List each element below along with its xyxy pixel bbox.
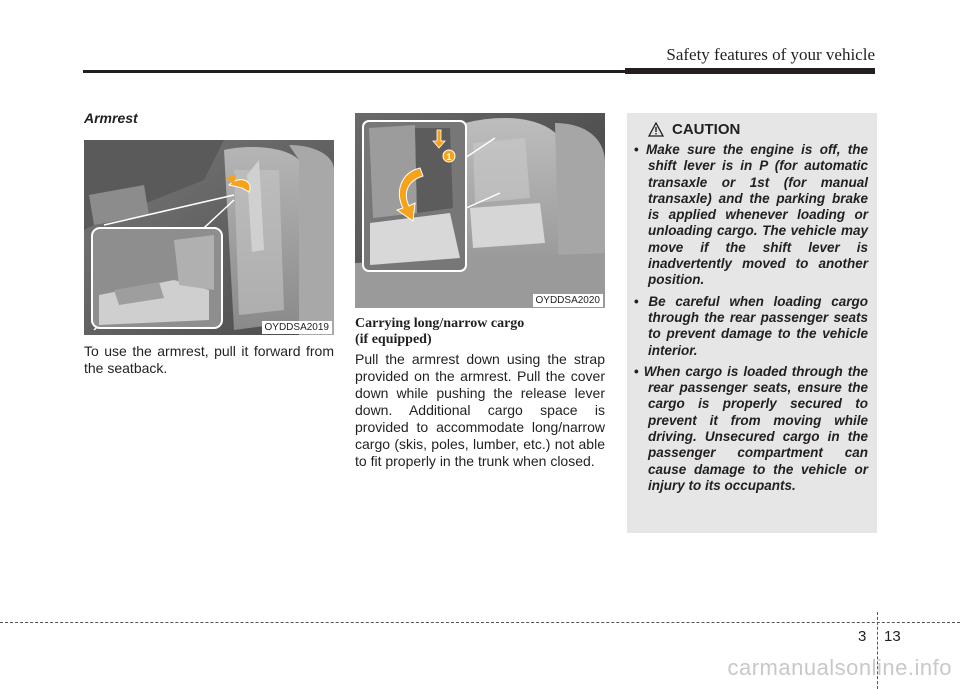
armrest-illustration <box>84 140 334 335</box>
cargo-body-text: Pull the armrest down using the strap provided on the armrest. Pull the cover down while pushing the release lever down. Additional cargo space is provided to accommodate long/narrow cargo (skis, poles, lumber, etc.) not able to fit properly in the trunk when closed. <box>355 351 605 469</box>
cargo-passthrough-illustration <box>355 113 605 308</box>
caution-item-loading-damage: • Be careful when loading cargo through the rear passenger seats to prevent damage to the vehicle interior. <box>632 294 868 359</box>
chapter-number: 3 <box>858 628 867 645</box>
header-rule-accent <box>625 68 875 74</box>
cargo-subheading <box>355 316 524 348</box>
caution-item-secure-cargo: • When cargo is loaded through the rear passenger seats, ensure the cargo is properly secured to prevent it from moving while driving. Unsecured cargo in the passenger compartment can cause damage to the vehicle or injury to its occupants. <box>632 364 868 494</box>
armrest-body-text: To use the armrest, pull it forward from the seatback. <box>84 343 334 376</box>
callout-number-label: 1 <box>446 152 452 162</box>
cargo-photo-code: OYDDSA2020 <box>533 294 603 307</box>
cargo-subheading-line2: (if equipped) <box>355 332 432 347</box>
cargo-photo <box>355 113 605 308</box>
warning-triangle-icon <box>648 122 664 137</box>
watermark: carmanualsonline.info <box>727 655 952 680</box>
page-number: 13 <box>884 628 901 645</box>
armrest-photo-code: OYDDSA2019 <box>262 321 332 334</box>
cargo-subheading-line1: Carrying long/narrow cargo <box>355 316 525 331</box>
armrest-photo <box>84 140 334 335</box>
caution-title <box>648 121 740 138</box>
caution-list <box>632 142 868 499</box>
header-title: Safety features of your vehicle <box>666 45 875 64</box>
caution-title-text: CAUTION <box>672 121 741 138</box>
caution-item-engine-off: • Make sure the engine is off, the shift lever is in P (for automatic transaxle or 1st (for manual transaxle) and the parking brake is applied whenever loading or unloading cargo. The vehicle may move if the shift lever is inadvertently moved to another position. <box>632 142 868 289</box>
armrest-heading: Armrest <box>84 110 138 126</box>
footer-rule <box>0 622 960 623</box>
